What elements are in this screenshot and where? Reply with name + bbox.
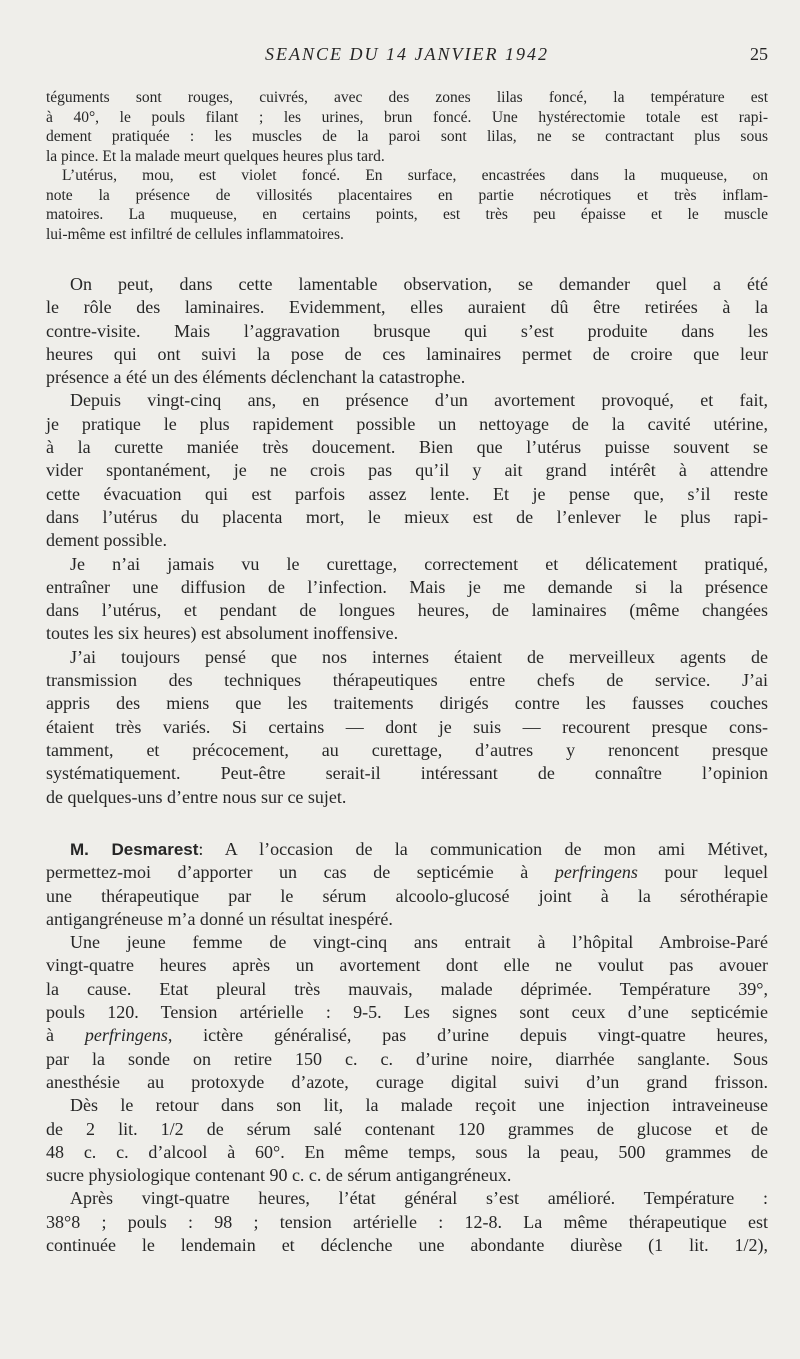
- text-fragment: à: [46, 1025, 85, 1046]
- text-line: sucre physiologique contenant 90 c. c. de sérum antigangréneux.: [46, 1165, 512, 1186]
- text-line: On peut, dans cette lamentable observation, se demander quel a été: [70, 274, 768, 294]
- text-line: continuée le lendemain et déclenche une abondante diurèse (1 lit. 1/2),: [46, 1235, 768, 1256]
- italic-term: perfringens: [554, 862, 638, 883]
- text-line: dans l’utérus du placenta mort, le mieux est de l’enlever le plus rapi-: [46, 506, 768, 527]
- text-line: une thérapeutique par le sérum alcoolo-glucosé joint à la sérothérapie: [46, 885, 768, 906]
- desmarest-intervention: [46, 838, 768, 1257]
- text-line: dement possible.: [46, 530, 167, 551]
- text-line: la cause. Etat pleural très mauvais, malade déprimée. Température 39°,: [46, 978, 768, 999]
- discussion-paragraphs: [46, 273, 768, 809]
- text-line: étaient très variés. Si certains — dont je suis — recourent presque cons-: [46, 716, 768, 737]
- text-line: de 2 lit. 1/2 de sérum salé contenant 120 grammes de glucose et de: [46, 1118, 768, 1139]
- running-title: SEANCE DU 14 JANVIER 1942: [265, 44, 549, 64]
- case-report-small-print: [46, 88, 768, 244]
- text-line: à la curette maniée très doucement. Bien que l’utérus puisse souvent se: [46, 437, 768, 458]
- text-line: appris des miens que les traitements dirigés contre les fausses couches: [46, 693, 768, 714]
- text-fragment: , ictère généralisé, pas d’urine depuis vingt-quatre heures,: [167, 1025, 768, 1046]
- text-line: la pince. Et la malade meurt quelques heures plus tard.: [46, 147, 385, 165]
- text-line: vingt-quatre heures après un avortement dont elle ne voulut pas avouer: [46, 955, 768, 976]
- text-line: vider spontanément, je ne crois pas qu’il y ait grand intérêt à attendre: [46, 460, 768, 481]
- text-fragment: pour lequel: [637, 862, 768, 883]
- text-line: [46, 1024, 768, 1047]
- text-line: par la sonde on retire 150 c. c. d’urine noire, diarrhée sanglante. Sous: [46, 1048, 768, 1069]
- text-line: présence a été un des éléments déclenchant la catastrophe.: [46, 367, 466, 388]
- text-line: Depuis vingt-cinq ans, en présence d’un avortement provoqué, et fait,: [70, 390, 768, 411]
- text-line: J’ai toujours pensé que nos internes étaient de merveilleux agents de: [70, 646, 768, 667]
- text-line: antigangréneuse m’a donné un résultat inespéré.: [46, 908, 393, 929]
- text-line: toutes les six heures) est absolument inoffensive.: [46, 623, 399, 644]
- text-line: Dès le retour dans son lit, la malade reçoit une injection intraveineuse: [70, 1095, 768, 1116]
- text-line: le rôle des laminaires. Evidemment, elles auraient dû être retirées à la: [46, 297, 768, 318]
- text-line: Après vingt-quatre heures, l’état général s’est amélioré. Température :: [70, 1188, 768, 1209]
- text-line: transmission des techniques thérapeutiques entre chefs de service. J’ai: [46, 670, 768, 691]
- text-line: L’utérus, mou, est violet foncé. En surface, encastrées dans la muqueuse, on: [62, 167, 768, 184]
- text-line: heures qui ont suivi la pose de ces laminaires permet de croire que leur: [46, 343, 768, 364]
- speaker-name: M. Desmarest: [70, 840, 199, 859]
- text-line: pouls 120. Tension artérielle : 9-5. Les signes sont ceux d’une septicémie: [46, 1002, 768, 1023]
- speaker-line-text: : A l’occasion de la communication de mon ami Métivet,: [198, 839, 768, 859]
- italic-term: perfringens: [84, 1025, 168, 1046]
- text-line: 48 c. c. d’alcool à 60°. En même temps, sous la peau, 500 grammes de: [46, 1141, 768, 1162]
- text-line: Une jeune femme de vingt-cinq ans entrait à l’hôpital Ambroise-Paré: [70, 932, 768, 953]
- text-line: tamment, et précocement, au curettage, d’autres y renoncent presque: [46, 739, 768, 760]
- text-line: Je n’ai jamais vu le curettage, correctement et délicatement pratiqué,: [70, 553, 768, 574]
- text-line: 38°8 ; pouls : 98 ; tension artérielle : 12-8. La même thérapeutique est: [46, 1211, 768, 1232]
- text-line: à 40°, le pouls filant ; les urines, brun foncé. Une hystérectomie totale est rapi-: [46, 108, 768, 126]
- text-line: téguments sont rouges, cuivrés, avec des zones lilas foncé, la température est: [46, 89, 768, 106]
- text-line: matoires. La muqueuse, en certains points, est très peu épaisse et le muscle: [46, 206, 768, 223]
- text-line: contre-visite. Mais l’aggravation brusque qui s’est produite dans les: [46, 320, 768, 341]
- text-line: entraîner une diffusion de l’infection. Mais je me demande si la présence: [46, 576, 768, 597]
- text-fragment: permettez-moi d’apporter un cas de septicémie à: [46, 862, 555, 883]
- page-header: [46, 44, 768, 68]
- text-line: [46, 861, 768, 884]
- text-line: cette évacuation qui est parfois assez lente. Et je pense que, s’il reste: [46, 483, 768, 504]
- text-line: anesthésie au protoxyde d’azote, curage digital suivi d’un grand frisson.: [46, 1071, 768, 1092]
- text-line: systématiquement. Peut-être serait-il intéressant de connaître l’opinion: [46, 763, 768, 784]
- page-number: 25: [750, 44, 768, 64]
- text-line: lui-même est infiltré de cellules inflammatoires.: [46, 225, 344, 243]
- text-line: de quelques-uns d’entre nous sur ce sujet.: [46, 786, 347, 807]
- text-line: dement pratiquée : les muscles de la paroi sont lilas, ne se contractant plus sous: [46, 128, 768, 145]
- text-line: je pratique le plus rapidement possible un nettoyage de la cavité utérine,: [46, 413, 768, 434]
- text-line: [46, 838, 768, 861]
- text-line: dans l’utérus, et pendant de longues heures, de laminaires (même changées: [46, 600, 768, 621]
- text-line: note la présence de villosités placentaires en partie nécrotiques et très inflam-: [46, 186, 768, 204]
